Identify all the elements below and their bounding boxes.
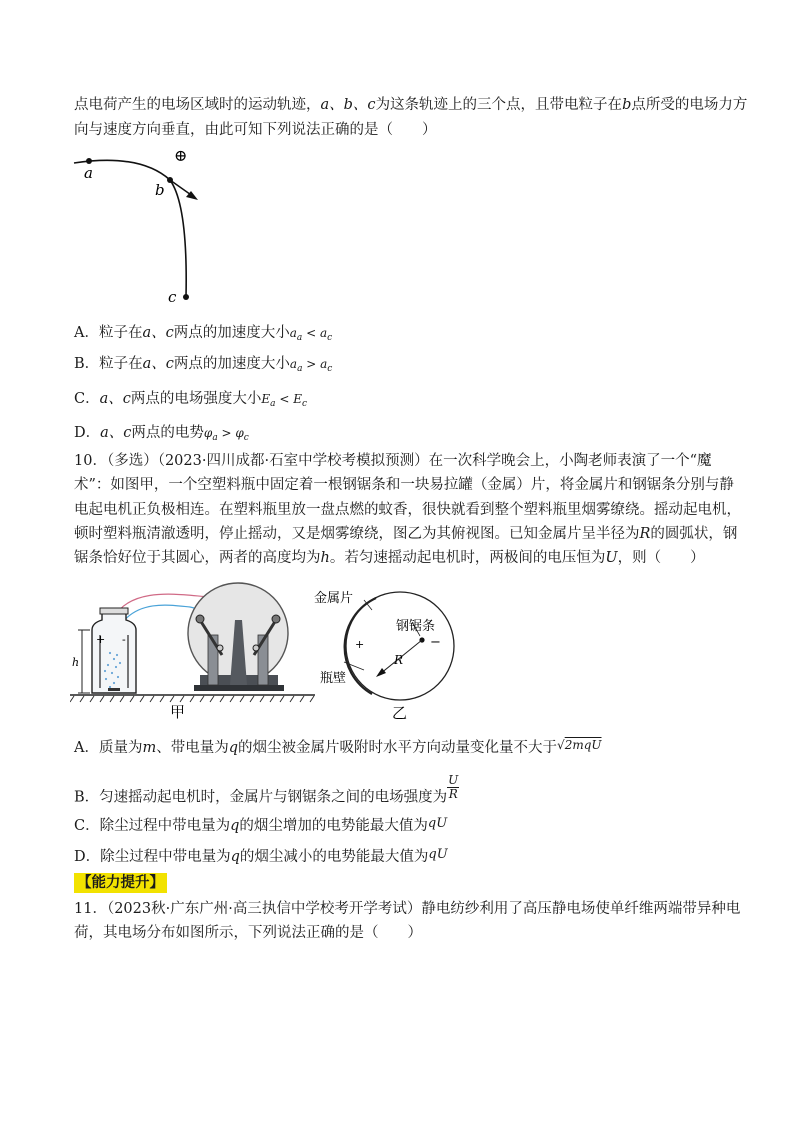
q9-stem-line-2: 向与速度方向垂直，由此可知下列说法正确的是（ ）: [74, 122, 437, 138]
q9-stem-line-1: 点电荷产生的电场区域时的运动轨迹，a、b、c为这条轨迹上的三个点，且带电粒子在b点所受的电场力方: [74, 97, 748, 113]
q9-option-d-formula: $\varphi_a > \varphi_c$: [203, 426, 249, 443]
q10-stem-line-4: 顿时塑料瓶清澈透明，停止摇动，又是烟雾缭绕，图乙为其俯视图。已知金属片呈半径为R的圆弧状，钢: [74, 526, 738, 542]
svg-text:-: -: [122, 633, 126, 646]
q9-option-d[interactable]: D．a、c两点的电势$\varphi_a > \varphi_c$: [74, 425, 249, 443]
plastic-bottle: [92, 613, 136, 693]
caption-jia: 甲: [170, 703, 186, 720]
q9-option-a[interactable]: A．粒子在a、c两点的加速度大小$a_a < a_c$: [74, 325, 333, 343]
q10-stem-line-5: 锯条恰好位于其圆心，两者的高度均为h。若匀速摇动起电机时，两极间的电压恒为U，则（ ）: [74, 550, 705, 566]
fraction-U-over-R: $\frac{U}{R}$: [448, 773, 459, 801]
q9-option-b-formula: $a_a > a_c$: [289, 357, 333, 374]
label-saw-blade: 钢锯条: [396, 619, 436, 634]
q10-figure-yi: [312, 582, 472, 722]
point-c-dot: [183, 294, 189, 300]
svg-text:−: −: [430, 635, 441, 650]
sqrt-expression: √2mqU: [557, 738, 602, 752]
q10-option-d[interactable]: D．除尘过程中带电量为q的烟尘减小的电势能最大值为qU: [74, 847, 448, 865]
q10-stem-line-1: 10．（多选）（2023·四川成都·石室中学校考模拟预测）在一次科学晚会上，小陶老师表演了一个“魔: [74, 453, 712, 469]
q9-option-c-formula: $E_a < E_c$: [261, 392, 308, 409]
q10-stem-line-2: 术”：如图甲，一个空塑料瓶中固定着一根钢锯条和一块易拉罐（金属）片，将金属片和钢锯条分别与静: [74, 477, 734, 493]
label-bottle-wall: 瓶壁: [320, 671, 347, 686]
q10-stem-line-3: 电起电机正负极相连。在塑料瓶里放一盘点燃的蚊香，很快就看到整个塑料瓶里烟雾缭绕。摇动起电机，: [74, 502, 741, 518]
svg-text:+: +: [355, 638, 365, 651]
q10-option-c[interactable]: C．除尘过程中带电量为q的烟尘增加的电势能最大值为qU: [74, 816, 448, 834]
q9-option-a-formula: $a_a < a_c$: [289, 326, 333, 343]
q9-trajectory-figure: [70, 145, 230, 315]
label-a: a: [84, 164, 93, 182]
height-label-h: h: [72, 656, 80, 669]
svg-text:+: +: [96, 633, 106, 646]
section-badge-ability: 【能力提升】: [74, 873, 167, 893]
q9-option-b[interactable]: B．粒子在a、c两点的加速度大小$a_a > a_c$: [74, 356, 333, 374]
label-metal-sheet: 金属片: [314, 591, 354, 606]
q11-stem-line-1: 11．（2023秋·广东广州·高三执信中学校考开学考试）静电纺纱利用了高压静电场使单纤维两端带异种电: [74, 901, 741, 917]
label-b: b: [155, 181, 165, 199]
caption-yi: 乙: [392, 704, 408, 722]
q9-option-c[interactable]: C．a、c两点的电场强度大小$E_a < E_c$: [74, 391, 308, 409]
label-c: c: [168, 288, 177, 306]
q10-option-a[interactable]: A．质量为m、带电量为q的烟尘被金属片吸附时水平方向动量变化量不大于$^{√2mqU}$: [74, 738, 602, 756]
q11-stem-line-2: 荷，其电场分布如图所示，下列说法正确的是（ ）: [74, 925, 422, 941]
positive-charge-symbol: ⊕: [174, 146, 188, 165]
q10-figure-jia: [70, 575, 320, 720]
q10-option-b[interactable]: B．匀速摇动起电机时，金属片与钢锯条之间的电场强度为 $\frac{U}{R}$: [74, 773, 459, 806]
label-radius-R: R: [394, 653, 404, 667]
